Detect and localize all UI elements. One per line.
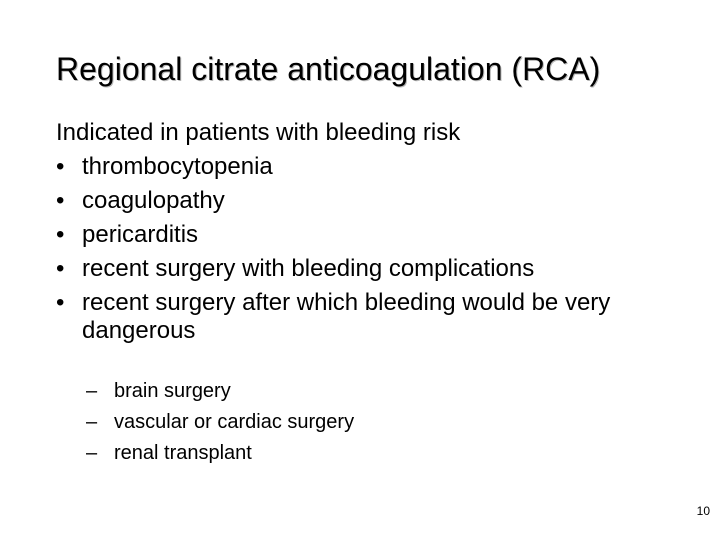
bullet-item (56, 289, 676, 345)
intro-text: Indicated in patients with bleeding risk (56, 119, 461, 146)
slide-body (56, 119, 676, 351)
dash-glyph: – (86, 411, 98, 433)
bullet-text: recent surgery after which bleeding would be very dangerous (82, 289, 611, 344)
bullet-item (56, 221, 676, 249)
sub-bullet-text: renal transplant (114, 442, 252, 464)
page-number: 10 (696, 504, 710, 518)
sub-bullet-group (80, 371, 354, 472)
bullet-glyph: • (56, 153, 65, 180)
sub-bullet-item (80, 441, 354, 465)
bullet-glyph: • (56, 255, 65, 282)
sub-bullet-item (80, 410, 354, 434)
bullet-glyph: • (56, 221, 65, 248)
bullet-text: coagulopathy (82, 187, 225, 214)
bullet-text: pericarditis (82, 221, 199, 248)
bullet-item (56, 255, 676, 283)
bullet-list (56, 153, 676, 345)
bullet-item (56, 153, 676, 181)
sub-bullet-text: brain surgery (114, 380, 231, 402)
slide-title: Regional citrate anticoagulation (RCA) (56, 51, 601, 87)
sub-bullet-item (80, 379, 354, 403)
bullet-glyph: • (56, 289, 65, 316)
bullet-text: thrombocytopenia (82, 153, 273, 180)
sub-bullet-list (80, 379, 354, 465)
bullet-text: recent surgery with bleeding complications (82, 255, 535, 282)
dash-glyph: – (86, 380, 98, 402)
sub-bullet-text: vascular or cardiac surgery (114, 411, 355, 433)
bullet-glyph: • (56, 187, 65, 214)
bullet-item (56, 187, 676, 215)
dash-glyph: – (86, 442, 98, 464)
